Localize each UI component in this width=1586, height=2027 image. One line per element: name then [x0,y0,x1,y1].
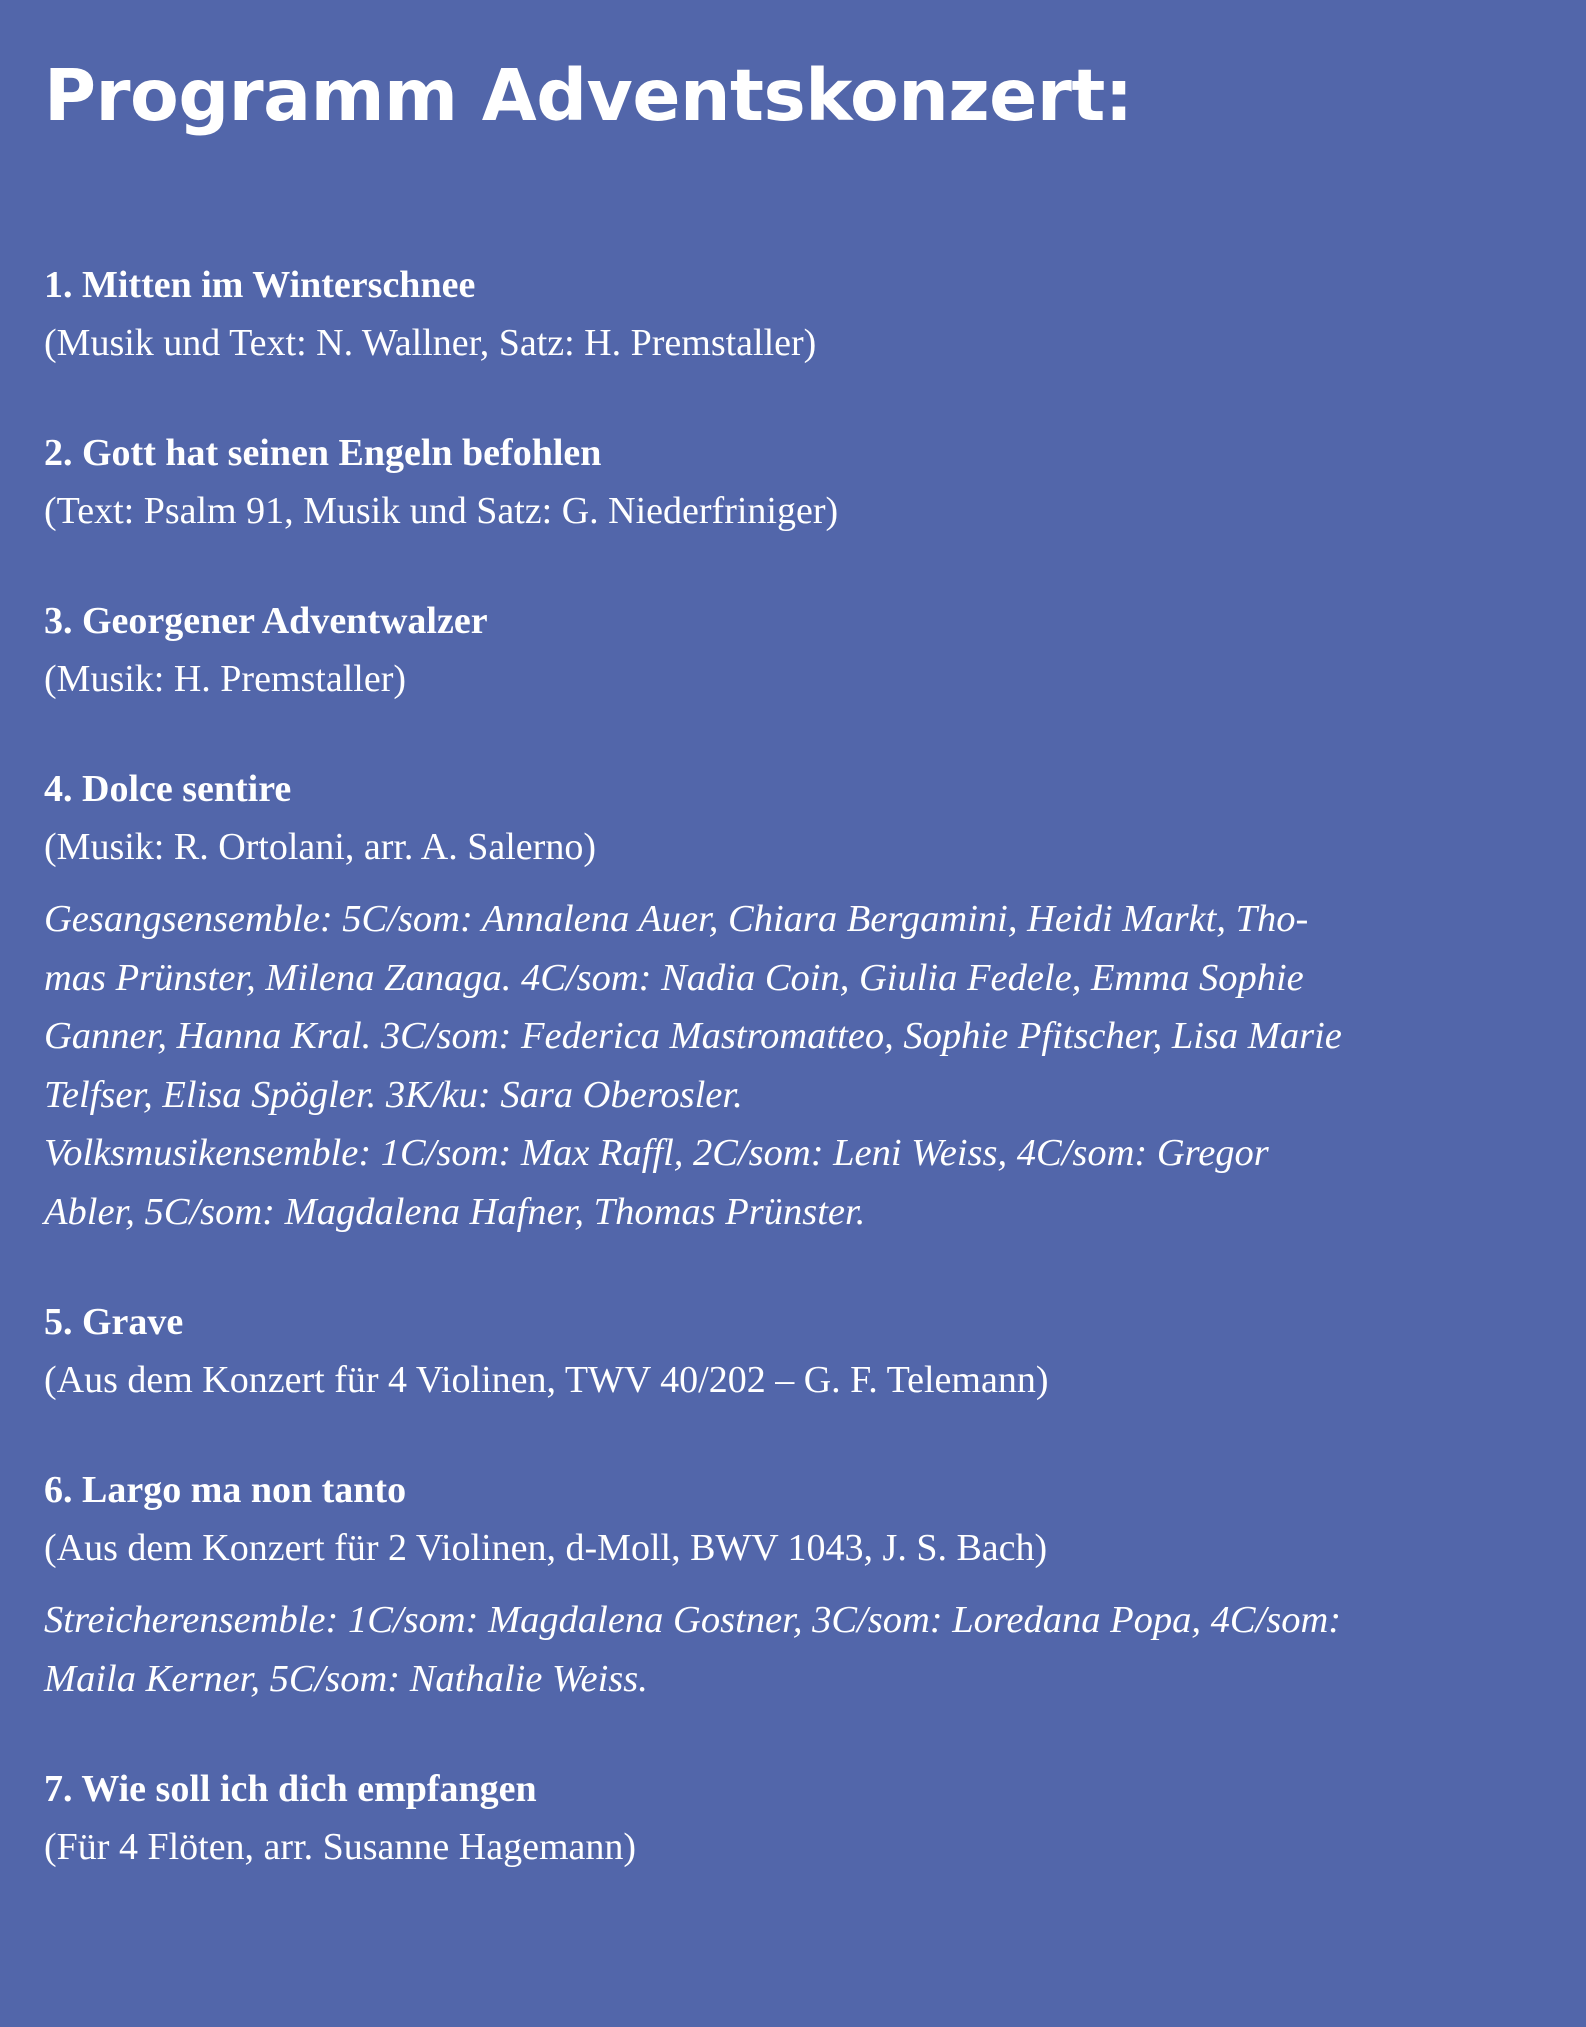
ensemble-line: Telfser, Elisa Spögler. 3K/ku: Sara Oberosler. [44,1073,743,1116]
program-item-title: 1. Mitten im Winterschnee [44,264,476,306]
program-item-credits: (Musik: H. Premstaller) [44,658,407,700]
ensemble-line: Streicherensemble: 1C/som: Magdalena Gostner, 3C/som: Loredana Popa, 4C/som: [44,1599,1342,1641]
program-item-credits: (Aus dem Konzert für 4 Violinen, TWV 40/202 – G. F. Telemann) [44,1359,1049,1401]
program-item-credits: (Für 4 Flöten, arr. Susanne Hagemann) [44,1826,637,1868]
program-item-5 [44,1293,1549,1409]
program-list [44,256,1549,1928]
program-item-7 [44,1760,1549,1876]
ensemble-line: Abler, 5C/som: Magdalena Hafner, Thomas Prünster. [44,1190,866,1233]
program-item-credits: (Musik: R. Ortolani, arr. A. Salerno) [44,826,596,868]
program-item-title: 5. Grave [44,1301,184,1343]
program-item-6 [44,1461,1549,1708]
program-item-credits: (Musik und Text: N. Wallner, Satz: H. Premstaller) [44,322,817,364]
program-item-2 [44,424,1549,540]
program-item-title: 4. Dolce sentire [44,768,292,810]
program-item-title: 3. Georgener Adventwalzer [44,600,488,642]
program-item-3 [44,592,1549,708]
program-item-credits: (Aus dem Konzert für 2 Violinen, d-Moll, BWV 1043, J. S. Bach) [44,1527,1048,1569]
ensemble-line: mas Prünster, Milena Zanaga. 4C/som: Nadia Coin, Giulia Fedele, Emma Sophie [44,956,1304,999]
ensemble-performers [44,1591,1549,1708]
ensemble-line: Ganner, Hanna Kral. 3C/som: Federica Mastromatteo, Sophie Pfitscher, Lisa Marie [44,1015,1342,1057]
program-item-4 [44,760,1549,1241]
ensemble-line: Gesangsensemble: 5C/som: Annalena Auer, Chiara Bergamini, Heidi Markt, Tho- [44,898,1309,940]
program-item-title: 6. Largo ma non tanto [44,1469,407,1511]
program-item-title: 7. Wie soll ich dich empfangen [44,1768,537,1810]
ensemble-line: Volksmusikensemble: 1C/som: Max Raffl, 2C/som: Leni Weiss, 4C/som: Gregor [44,1132,1269,1174]
program-item-credits: (Text: Psalm 91, Musik und Satz: G. Niederfriniger) [44,490,839,532]
ensemble-performers [44,890,1549,1241]
page-title: Programm Adventskonzert: [44,54,1133,137]
program-item-1 [44,256,1549,372]
program-item-title: 2. Gott hat seinen Engeln befohlen [44,432,602,474]
ensemble-line: Maila Kerner, 5C/som: Nathalie Weiss. [44,1657,648,1700]
program-document [44,48,1549,1868]
